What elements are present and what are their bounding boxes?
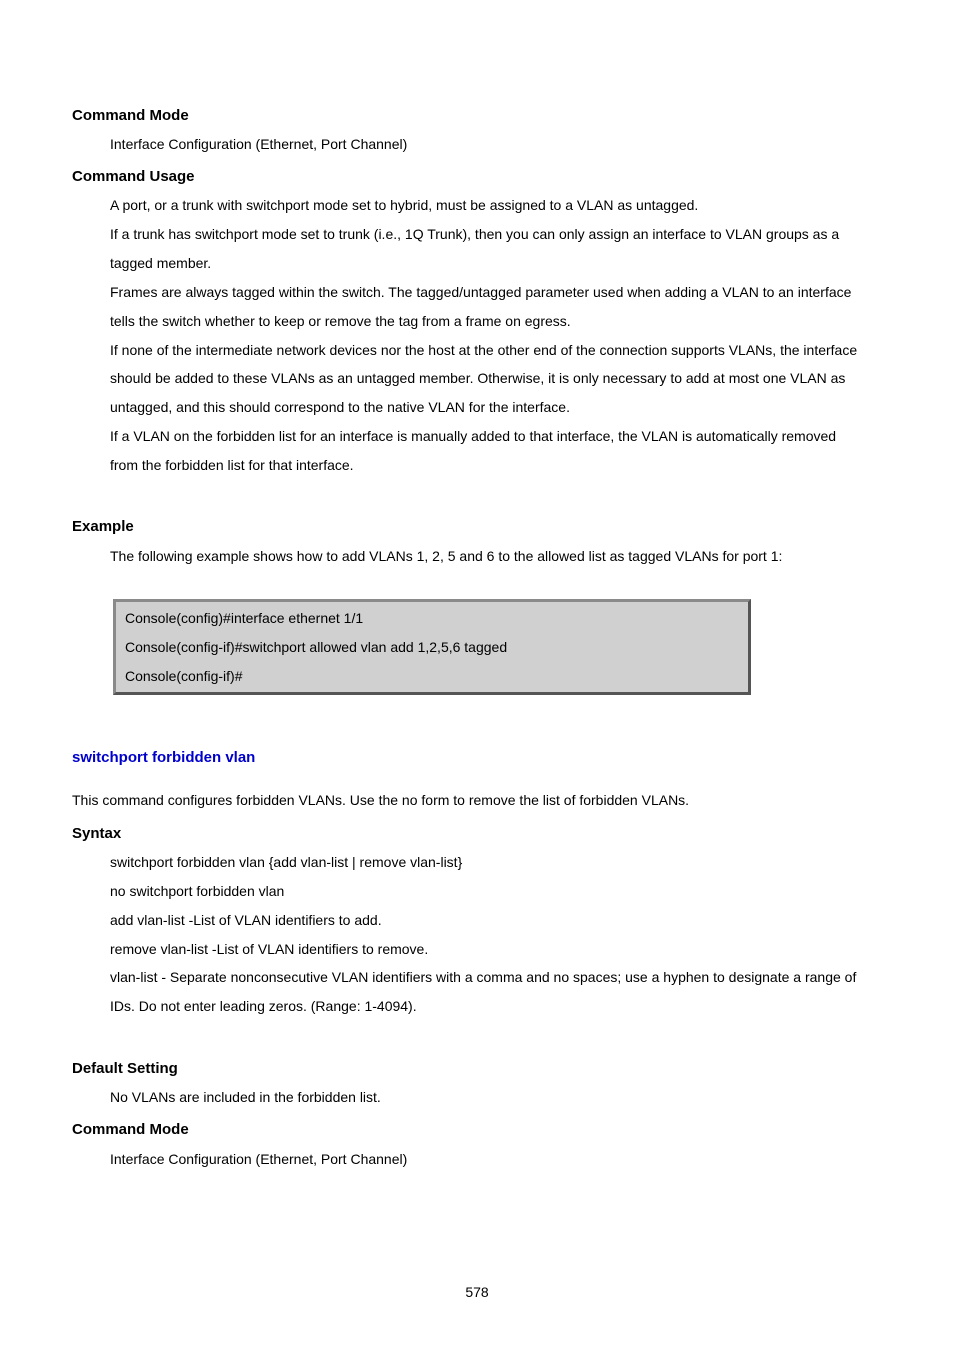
- console-line: Console(config-if)#: [125, 668, 243, 684]
- command-mode-text: Interface Configuration (Ethernet, Port Channel): [110, 136, 408, 152]
- example-text: The following example shows how to add VLANs 1, 2, 5 and 6 to the allowed list as tagged VLANs for port 1:: [110, 548, 783, 564]
- default-setting-text: No VLANs are included in the forbidden list.: [110, 1089, 381, 1105]
- syntax-line: remove vlan-list -List of VLAN identifiers to remove.: [110, 941, 429, 957]
- usage-line: tells the switch whether to keep or remove the tag from a frame on egress.: [110, 313, 571, 329]
- usage-line: tagged member.: [110, 255, 212, 271]
- example-heading: Example: [72, 518, 134, 535]
- console-line: Console(config)#interface ethernet 1/1: [125, 610, 364, 626]
- syntax-line: vlan-list - Separate nonconsecutive VLAN identifiers with a comma and no spaces; use a hyphen to designate a range of: [110, 969, 857, 985]
- usage-line: from the forbidden list for that interface.: [110, 457, 354, 473]
- command-mode-heading: Command Mode: [72, 107, 189, 124]
- command-intro: This command configures forbidden VLANs. Use the no form to remove the list of forbidden VLANs.: [72, 792, 690, 808]
- command-usage-heading: Command Usage: [72, 168, 195, 185]
- syntax-heading: Syntax: [72, 825, 122, 842]
- console-line: Console(config-if)#switchport allowed vlan add 1,2,5,6 tagged: [125, 639, 508, 655]
- command-mode-text: Interface Configuration (Ethernet, Port Channel): [110, 1151, 408, 1167]
- syntax-line: switchport forbidden vlan {add vlan-list | remove vlan-list}: [110, 854, 463, 870]
- usage-line: untagged, and this should correspond to the native VLAN for the interface.: [110, 399, 570, 415]
- syntax-line: no switchport forbidden vlan: [110, 883, 285, 899]
- usage-line: Frames are always tagged within the switch. The tagged/untagged parameter used when adding a VLAN to an interface: [110, 284, 852, 300]
- usage-line: If none of the intermediate network devices nor the host at the other end of the connection supports VLANs, the interface: [110, 342, 858, 358]
- syntax-line: add vlan-list -List of VLAN identifiers to add.: [110, 912, 382, 928]
- page-number: 578: [465, 1284, 489, 1300]
- usage-line: A port, or a trunk with switchport mode set to hybrid, must be assigned to a VLAN as untagged.: [110, 197, 699, 213]
- command-mode-heading: Command Mode: [72, 1121, 189, 1138]
- command-title: switchport forbidden vlan: [72, 749, 256, 766]
- usage-line: should be added to these VLANs as an untagged member. Otherwise, it is only necessary to add at most one VLAN as: [110, 370, 846, 386]
- syntax-line: IDs. Do not enter leading zeros. (Range: 1-4094).: [110, 998, 417, 1014]
- usage-line: If a trunk has switchport mode set to trunk (i.e., 1Q Trunk), then you can only assign an interface to VLAN groups as a: [110, 226, 840, 242]
- default-setting-heading: Default Setting: [72, 1060, 178, 1077]
- usage-line: If a VLAN on the forbidden list for an interface is manually added to that interface, the VLAN is automatically removed: [110, 428, 837, 444]
- console-example-box: [113, 599, 751, 695]
